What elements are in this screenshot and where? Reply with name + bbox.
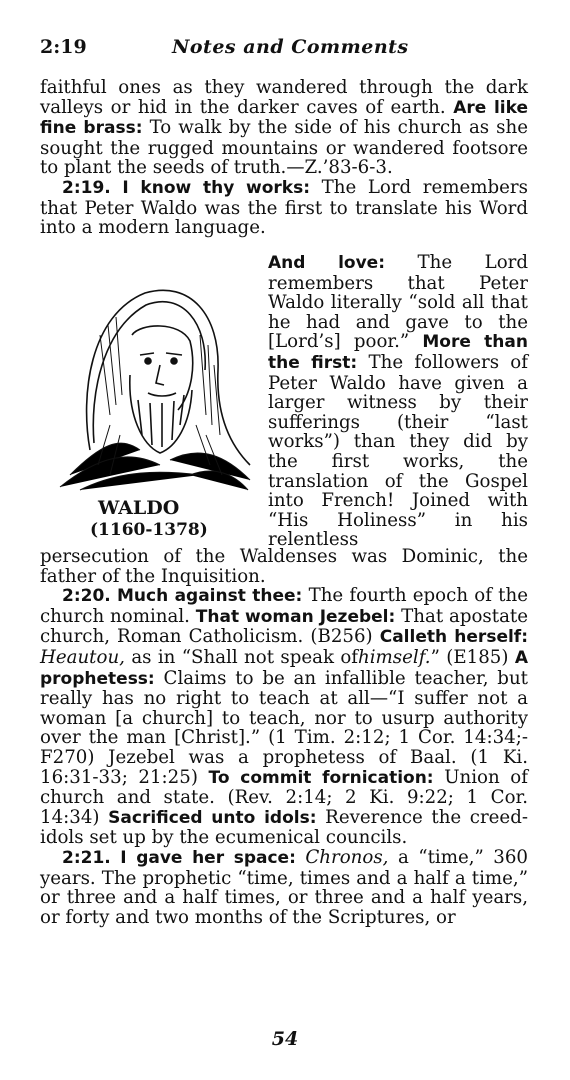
italic-word: himself. <box>358 646 431 668</box>
text-run: persecution of the Waldenses was Dominic, the father of the Inquisition. <box>40 546 528 587</box>
text-run: The Lord remembers that Peter Waldo was the first to translate his Word into a modern language. <box>40 176 528 239</box>
paragraph-dominic <box>40 547 528 586</box>
term-woman-jezebel: That woman Jezebel: <box>195 606 396 627</box>
paragraph-2-19 <box>40 178 528 238</box>
figure-caption-name: WALDO <box>98 497 180 519</box>
greek-word: Heautou, <box>40 646 125 668</box>
figure-caption-dates: (1160-1378) <box>90 520 208 540</box>
text-run: Union of church and state. (Rev. 2:14; 2 Ki. 9:22; 1 Cor. 14:34) <box>40 766 528 828</box>
term-prophetess: A prophetess: <box>40 647 528 689</box>
verse-number: 2:21. <box>62 847 111 868</box>
greek-word: Chronos, <box>305 846 389 868</box>
verse-number: 2:20. <box>62 586 111 607</box>
text-run: Claims to be an infallible teacher, but really has no right to teach at all—“I suffer not a woman [a church] to teach, nor to usurp authority over the man [Christ].” (1 Tim. 2:12; 1 Cor. 14:34;- F270) Jezebel was a prophetess of Baal. (1 Ki. 16:31-33; 21:25) <box>40 667 528 788</box>
term-more-than-first: More than the first: <box>268 332 528 373</box>
term-commit-fornication: To commit fornication: <box>208 767 434 788</box>
paragraph-2-21 <box>40 848 528 927</box>
text-run: That apostate church, Roman Catholicism. (B256) <box>40 605 528 648</box>
text-run: Reverence the creed-idols set up by the ecumenical councils. <box>40 806 528 849</box>
waldo-portrait-figure <box>50 275 254 545</box>
header-verse-ref: 2:19 <box>40 36 87 58</box>
waldo-portrait-engraving <box>50 275 254 495</box>
page-number: 54 <box>271 1028 299 1050</box>
text-run: The fourth epoch of the church nominal. <box>40 585 528 627</box>
header-title: Notes and Comments <box>172 36 409 58</box>
term-fine-brass: Are like fine brass: <box>40 97 528 139</box>
text-block-top <box>40 78 528 238</box>
term-calleth-herself: Calleth herself: <box>379 627 528 648</box>
paragraph-2-20 <box>40 586 528 848</box>
text-block-bottom <box>40 547 528 927</box>
paragraph-faithful <box>40 78 528 178</box>
term-gave-her-space: I gave her space: <box>120 847 296 868</box>
text-run: a “time,” 360 years. The prophetic “time, times and a half a time,” or three and a half times, or three and a half years, or forty and two months of the Scriptures, or <box>40 846 528 928</box>
text-run: The followers of Peter Waldo have given a larger witness by their sufferings (their “last works”) than they did by the first works, the translation of the Gospel into French! Joined with “His Holiness” in his relentless <box>268 351 528 551</box>
running-header <box>40 36 530 60</box>
term-and-love: And love: <box>268 253 385 273</box>
text-run: as in “Shall not speak of <box>131 646 359 668</box>
text-run: The Lord remembers that Peter Waldo literally “sold all that he had and gave to the [Lord’s] poor.” <box>268 252 528 353</box>
verse-number: 2:19. <box>62 177 111 198</box>
term-know-thy-works: I know thy works: <box>122 177 311 198</box>
term-much-against-thee: Much against thee: <box>117 586 303 607</box>
text-run: faithful ones as they wandered through the dark valleys or hid in the darker caves of earth. <box>40 77 528 118</box>
text-run: ” (E185) <box>430 646 509 668</box>
text-block-beside-figure <box>268 253 528 550</box>
term-sacrificed-idols: Sacrificed unto idols: <box>108 807 317 828</box>
text-run: To walk by the side of his church as she sought the rugged mountains or wandered footsore to plant the seeds of truth.—Z.’83-6-3. <box>40 117 528 179</box>
